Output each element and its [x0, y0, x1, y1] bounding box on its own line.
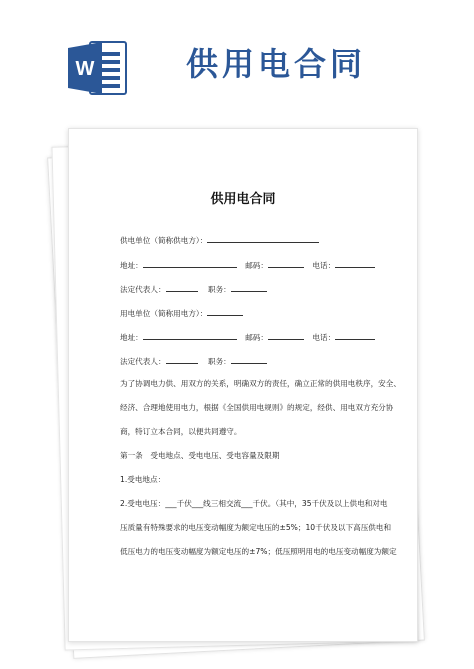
word-icon [68, 40, 128, 96]
paragraph-line: 经济、合理地使用电力，根据《全国供用电规则》的规定，经供、用电双方充分协 [120, 403, 394, 412]
supplier-rep-label: 法定代表人： [120, 285, 166, 294]
item-2-line: 2.受电电压：___千伏___线三相交流___千伏。（其中，35千伏及以上供电和对电 [120, 499, 388, 508]
consumer-address-blank[interactable] [143, 331, 237, 340]
item-2-line: 低压电力的电压变动幅度为额定电压的±7%；低压照明用电的电压变动幅度为额定 [120, 547, 397, 556]
supplier-phone-label: 电话： [312, 261, 336, 270]
document-title: 供用电合同 [210, 192, 276, 207]
document-page [68, 128, 418, 642]
supplier-unit-label: 供电单位（简称供电方）： [120, 236, 208, 245]
paragraph-line: 为了协调电力供、用双方的关系，明确双方的责任，确立正常的供用电秩序，安全、 [120, 379, 401, 388]
article-heading: 第一条 受电地点、受电电压、受电容量及限期 [120, 451, 280, 460]
supplier-phone-blank[interactable] [335, 259, 375, 268]
supplier-address-line [120, 259, 375, 271]
banner-title: 供用电合同 [186, 45, 367, 83]
paragraph-line: 商，特订立本合同，以便共同遵守。 [120, 427, 242, 436]
supplier-postcode-label: 邮码： [245, 261, 268, 270]
consumer-address-label: 地址： [120, 333, 143, 342]
supplier-rep-blank[interactable] [166, 283, 198, 292]
supplier-unit-line [120, 234, 319, 246]
consumer-position-blank[interactable] [231, 355, 267, 364]
consumer-position-label: 职务： [207, 357, 231, 366]
consumer-unit-blank[interactable] [207, 307, 243, 316]
item-2-line: 压质量有特殊要求的电压变动幅度为额定电压的±5%；10千伏及以下高压供电和 [120, 523, 392, 532]
consumer-address-line [120, 331, 375, 343]
supplier-unit-blank[interactable] [207, 234, 319, 243]
banner [0, 0, 474, 105]
supplier-address-label: 地址： [120, 261, 143, 270]
consumer-postcode-blank[interactable] [268, 331, 304, 340]
consumer-unit-label: 用电单位（简称用电方）： [120, 309, 208, 318]
consumer-postcode-label: 邮码： [245, 333, 268, 342]
consumer-unit-line [120, 307, 243, 319]
consumer-phone-blank[interactable] [335, 331, 375, 340]
consumer-phone-label: 电话： [312, 333, 336, 342]
supplier-position-label: 职务： [207, 285, 231, 294]
supplier-postcode-blank[interactable] [268, 259, 304, 268]
supplier-position-blank[interactable] [231, 283, 267, 292]
consumer-rep-blank[interactable] [166, 355, 198, 364]
item-1: 1.受电地点： [120, 475, 166, 484]
consumer-rep-line [120, 355, 267, 367]
supplier-rep-line [120, 283, 267, 295]
word-logo-letter: W [75, 58, 95, 80]
consumer-rep-label: 法定代表人： [120, 357, 166, 366]
supplier-address-blank[interactable] [143, 259, 237, 268]
